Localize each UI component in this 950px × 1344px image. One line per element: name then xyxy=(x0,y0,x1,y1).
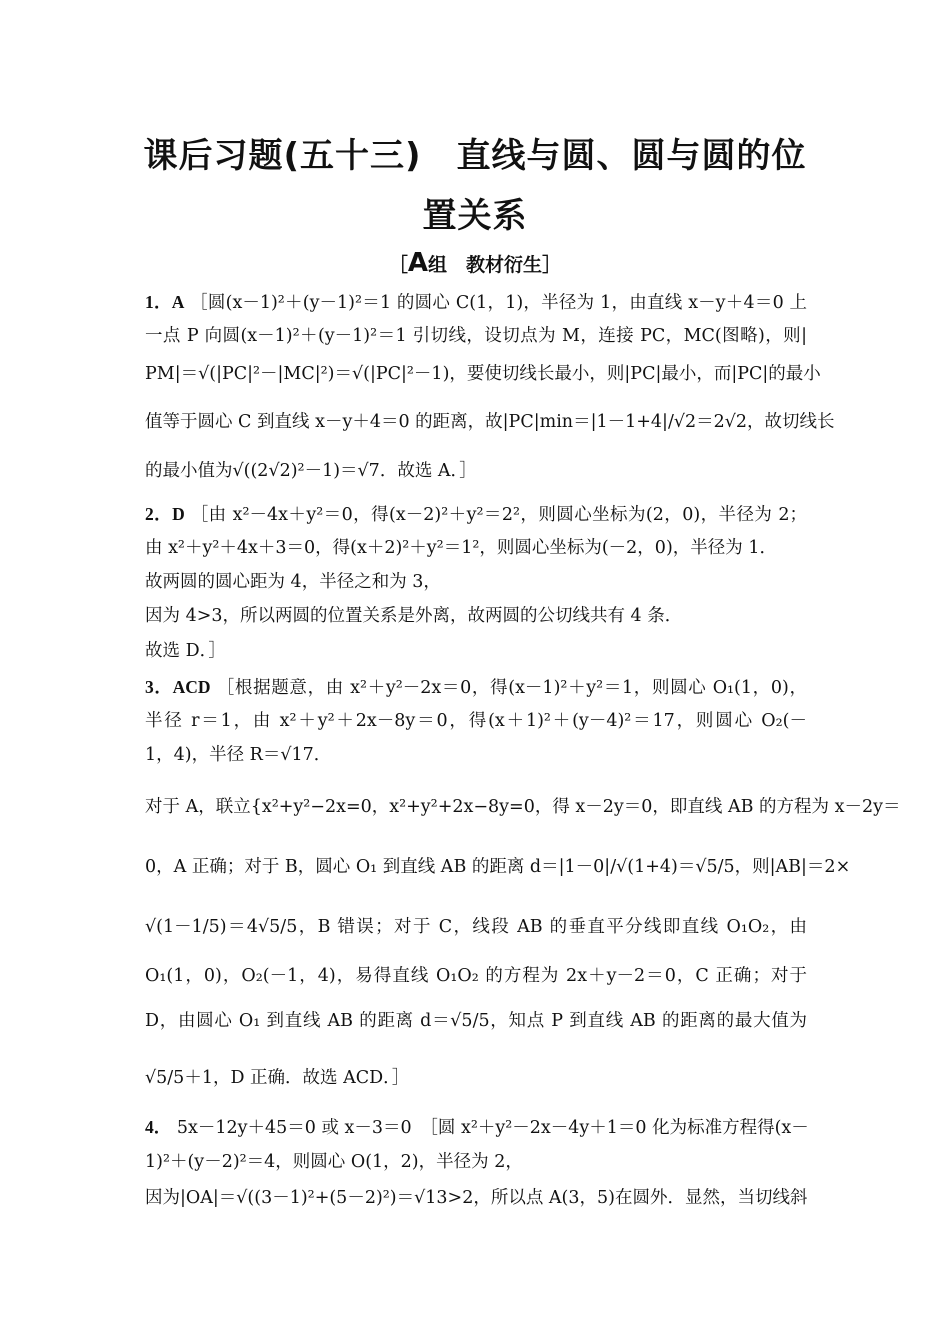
line-text: √(1－1/5)＝4√5/5，B 错误；对于 C，线段 AB 的垂直平分线即直线 O₁O₂，由 xyxy=(145,917,807,937)
text-line xyxy=(145,1150,807,1174)
answer-label: 1．A xyxy=(145,292,185,312)
text-line xyxy=(145,1186,807,1210)
page-title-line-1: 课后习题(五十三) 直线与圆、圆与圆的位 xyxy=(143,136,807,176)
text-line xyxy=(145,795,901,819)
line-text: 对于 A，联立{x²+y²−2x=0，x²+y²+2x−8y=0，得 x－2y＝0，即直线 AB 的方程为 x－2y＝ xyxy=(145,797,901,817)
line-text: 因为|OA|＝√((3－1)²+(5－2)²)＝√13>2，所以点 A(3，5)在圆外．显然，当切线斜 xyxy=(145,1188,808,1208)
text-line xyxy=(145,675,807,700)
group-letter: A xyxy=(407,248,429,278)
line-text: 半径 r＝1，由 x²＋y²＋2x－8y＝0，得(x＋1)²＋(y－4)²＝17，则圆心 O₂(－ xyxy=(145,711,807,731)
text-line xyxy=(145,459,807,483)
text-line xyxy=(145,709,807,733)
answer-label: 4． xyxy=(145,1117,172,1137)
group-bracket-open: ［ xyxy=(388,254,408,276)
text-line xyxy=(145,964,807,988)
line-text: 1，4)，半径 R＝√17． xyxy=(145,745,332,765)
text-line xyxy=(145,324,807,348)
line-text: ［根据题意，由 x²＋y²－2x＝0，得(x－1)²＋y²＝1，则圆心 O₁(1，0)， xyxy=(216,678,807,698)
line-text: 值等于圆心 C 到直线 x－y＋4＝0 的距离，故|PC|min＝|1－1+4|/√2＝2√2，故切线长 xyxy=(145,412,835,432)
line-text: 由 x²＋y²＋4x＋3＝0，得(x＋2)²＋y²＝1²，则圆心坐标为(－2，0)，半径为 1． xyxy=(145,538,777,558)
text-line xyxy=(145,855,851,879)
line-text: 0，A 正确；对于 B，圆心 O₁ 到直线 AB 的距离 d＝|1－0|/√(1+4)＝√5/5，则|AB|＝2× xyxy=(145,857,851,877)
text-line xyxy=(145,1115,807,1140)
line-text: 一点 P 向圆(x－1)²＋(y－1)²＝1 引切线，设切点为 M，连接 PC，MC(图略)，则| xyxy=(145,326,807,346)
line-text: 的最小值为√((2√2)²－1)＝√7．故选 A．］ xyxy=(145,461,477,481)
text-line xyxy=(145,502,807,527)
line-text: ［圆(x－1)²＋(y－1)²＝1 的圆心 C(1，1)，半径为 1，由直线 x－y＋4＝0 上 xyxy=(190,293,807,313)
line-text: 故两圆的圆心距为 4，半径之和为 3， xyxy=(145,572,441,592)
line-text: ［由 x²－4x＋y²＝0，得(x－2)²＋y²＝2²，则圆心坐标为(2，0)，半径为 2； xyxy=(190,505,807,525)
line-text: √5/5＋1，D 正确．故选 ACD．］ xyxy=(145,1068,410,1088)
text-line xyxy=(145,362,821,386)
group-title: 组 教材衍生 xyxy=(428,254,543,276)
text-line xyxy=(145,410,835,434)
text-line xyxy=(145,743,807,767)
text-line xyxy=(145,536,807,560)
line-text: 因为 4>3，所以两圆的位置关系是外离，故两圆的公切线共有 4 条． xyxy=(145,606,683,626)
text-line xyxy=(145,639,807,663)
text-line xyxy=(145,1009,807,1033)
text-line xyxy=(145,570,807,594)
text-line xyxy=(145,915,807,939)
text-line xyxy=(145,290,807,315)
group-bracket-close: ］ xyxy=(542,254,562,276)
line-text: O₁(1，0)，O₂(－1，4)，易得直线 O₁O₂ 的方程为 2x＋y－2＝0，C 正确；对于 xyxy=(145,966,807,986)
text-line xyxy=(145,604,807,628)
answer-label: 2．D xyxy=(145,504,185,524)
group-heading xyxy=(0,248,950,278)
page-title-line-2: 置关系 xyxy=(422,196,528,236)
line-text: 5x－12y＋45＝0 或 x－3＝0 ［圆 x²＋y²－2x－4y＋1＝0 化为标准方程得(x－ xyxy=(176,1118,809,1138)
line-text: 1)²＋(y－2)²＝4，则圆心 O(1，2)，半径为 2， xyxy=(145,1152,523,1172)
line-text: 故选 D．］ xyxy=(145,641,226,661)
line-text: D，由圆心 O₁ 到直线 AB 的距离 d＝√5/5，知点 P 到直线 AB 的距离的最大值为 xyxy=(145,1011,807,1031)
line-text: PM|＝√(|PC|²－|MC|²)＝√(|PC|²－1)，要使切线长最小，则|PC|最小，而|PC|的最小 xyxy=(145,364,821,384)
answer-label: 3．ACD xyxy=(145,677,211,697)
text-line xyxy=(145,1066,807,1090)
